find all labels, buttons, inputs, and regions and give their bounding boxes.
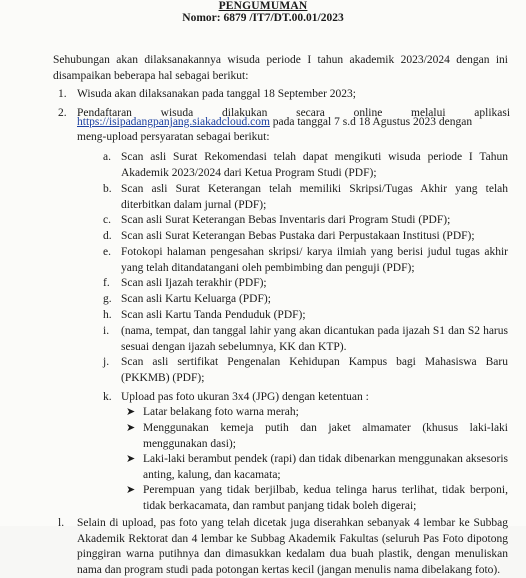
subitem-letter-i: i.	[103, 325, 110, 337]
subitem-letter-h: h.	[103, 309, 112, 321]
item-2-line1: Pendaftaran wisuda dilakukan secara online melalui aplikasi	[77, 107, 511, 119]
check-arrow-icon: ➤	[126, 422, 136, 434]
item-number-1: 1.	[58, 88, 67, 100]
subitem-letter-k: k.	[103, 391, 112, 403]
subitem-letter-e: e.	[103, 246, 111, 258]
item-2-line3: meng-upload persyaratan sebagai berikut:	[77, 131, 270, 143]
bullet-3-text: Laki-laki berambut pendek (rapi) dan tidak dibenarkan menggunakan aksesoris anting, kalung, dan kacamata;	[143, 453, 508, 481]
document-title: PENGUMUMAN	[218, 0, 308, 12]
subitem-letter-g: g.	[103, 293, 112, 305]
subitem-letter-j: j.	[103, 356, 110, 368]
check-arrow-icon: ➤	[126, 406, 136, 418]
subitem-i-text: (nama, tempat, dan tanggal lahir yang akan dicantukan pada ijazah S1 dan S2 harus sesuai dengan ijazah sebelumnya, KK dan KTP).	[121, 325, 508, 353]
item-2-line2	[77, 115, 517, 131]
intro-paragraph: Sehubungan akan dilaksanakannya wisuda periode I tahun akademik 2023/2024 dengan ini disampaikan beberapa hal sebagai berikut:	[53, 54, 508, 82]
item-1-text: Wisuda akan dilaksanakan pada tanggal 18 September 2023;	[77, 88, 356, 100]
subitem-e-text: Fotokopi halaman pengesahan skripsi/ karya ilmiah yang berisi judul tugas akhir yang telah ditandatangani oleh pembimbing dan penguji (PDF);	[121, 246, 508, 274]
subitem-letter-f: f.	[103, 277, 110, 289]
subitem-k-text: Upload pas foto ukuran 3x4 (JPG) dengan ketentuan :	[121, 391, 369, 403]
subitem-j-text: Scan asli sertifikat Pengenalan Kehidupan Kampus bagi Mahasiswa Baru (PKKMB) (PDF);	[121, 356, 508, 384]
item-l-text: Selain di upload, pas foto yang telah dicetak juga diserahkan sebanyak 4 lembar ke Subbag Akademik Rektorat dan 4 lembar ke Subbag Akademik Fakultas (seluruh Pas Foto dipotong pinggiran warna putihnya dan dimasukkan kedalam dua buah plastik, dengan menuliskan nama dan program studi pada potongan kertas kecil (jangan menulis nama dibelakang foto).	[77, 517, 508, 576]
item-number-2: 2.	[58, 107, 67, 119]
subitem-letter-b: b.	[103, 183, 112, 195]
subitem-letter-d: d.	[103, 230, 112, 242]
bullet-1-text: Latar belakang foto warna merah;	[143, 406, 299, 418]
registration-link[interactable]: https://isipadangpanjang.siakadcloud.com	[77, 116, 270, 128]
subitem-c-text: Scan asli Surat Keterangan Bebas Inventaris dari Program Studi (PDF);	[121, 214, 451, 226]
item-letter-l: l.	[58, 517, 65, 529]
subitem-b-text: Scan asli Surat Keterangan telah memiliki Skripsi/Tugas Akhir yang telah diterbitkan dalam jurnal (PDF);	[121, 183, 508, 211]
document-number: Nomor: 6879 /IT7/DT.00.01/2023	[182, 12, 344, 24]
subitem-letter-c: c.	[103, 214, 111, 226]
subitem-d-text: Scan asli Surat Keterangan Bebas Pustaka dari Perpustakaan Institusi (PDF);	[121, 230, 475, 242]
subitem-letter-a: a.	[103, 151, 111, 163]
subitem-a-text: Scan asli Surat Rekomendasi telah dapat mengikuti wisuda periode I Tahun Akademik 2023/2024 dari Ketua Program Studi (PDF);	[121, 151, 508, 179]
bullet-2-text: Menggunakan kemeja putih dan jaket almamater (khusus laki-laki menggunakan dasi);	[143, 422, 508, 450]
subitem-h-text: Scan asli Kartu Tanda Penduduk (PDF);	[121, 309, 306, 321]
bullet-4-text: Perempuan yang tidak berjilbab, kedua telinga harus terlihat, tidak berponi, tidak berkacamata, dan rambut panjang tidak boleh digerai;	[143, 484, 508, 512]
check-arrow-icon: ➤	[126, 453, 136, 465]
subitem-g-text: Scan asli Kartu Keluarga (PDF);	[121, 293, 271, 305]
registration-date-text: pada tanggal 7 s.d 18 Agustus 2023 dengan	[269, 116, 473, 128]
subitem-f-text: Scan asli Ijazah terakhir (PDF);	[121, 277, 267, 289]
check-arrow-icon: ➤	[126, 484, 136, 496]
